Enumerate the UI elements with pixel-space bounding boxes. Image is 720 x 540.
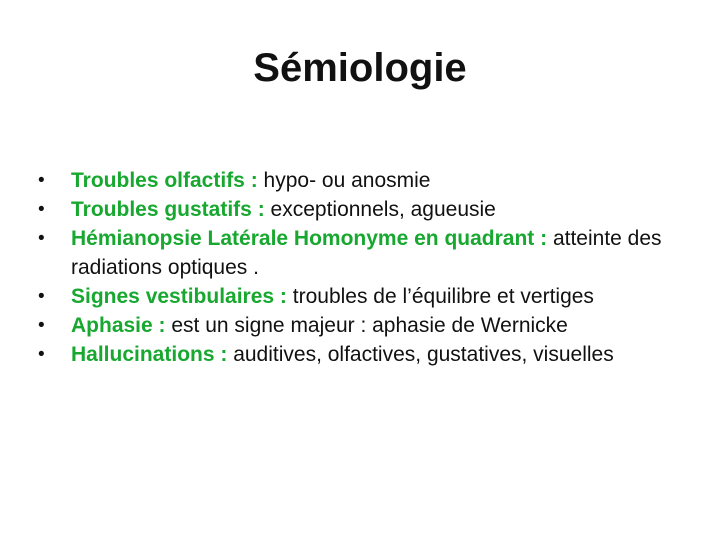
list-item [38,195,698,224]
list-item [38,311,698,340]
list-item [38,166,698,195]
item-description: exceptionnels, agueusie [270,198,496,221]
bullet-icon: • [38,315,45,336]
bullet-icon: • [38,199,45,220]
item-term: Signes vestibulaires : [71,285,293,308]
item-term: Troubles olfactifs : [71,169,264,192]
item-term: Aphasie : [71,314,172,337]
slide-title: Sémiologie [253,46,467,90]
bullet-icon: • [38,170,45,191]
bullet-list [38,166,698,369]
list-item [38,224,698,282]
item-description: troubles de l’équilibre et vertiges [292,285,594,308]
list-item [38,340,698,369]
item-term: Hémianopsie Latérale Homonyme en quadrant : [71,227,553,250]
bullet-icon: • [38,344,45,365]
list-item [38,282,698,311]
item-description: hypo- ou anosmie [263,169,431,192]
item-description: atteinte des radiations optiques . [71,227,662,279]
item-term: Troubles gustatifs : [71,198,271,221]
item-description: est un signe majeur : aphasie de Wernicke [171,314,568,337]
bullet-icon: • [38,228,45,249]
item-term: Hallucinations : [71,343,234,366]
item-description: auditives, olfactives, gustatives, visuelles [233,343,614,366]
bullet-icon: • [38,286,45,307]
